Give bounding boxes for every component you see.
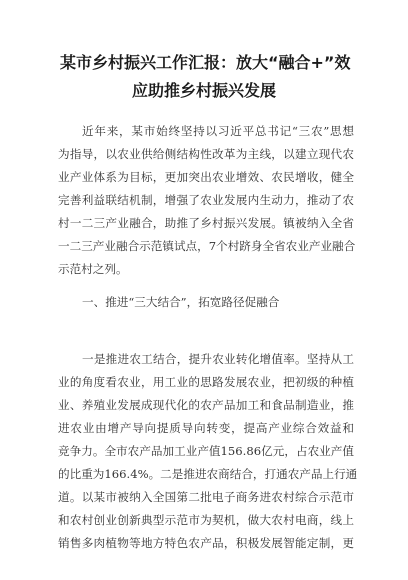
document-title-line-1: 某市乡村振兴工作汇报：放大“融合+”效 xyxy=(60,53,351,72)
paragraph-line: 一二三产业融合示范镇试点，7个村跻身全省农业产业融合 xyxy=(58,239,356,253)
paragraph-line: 业、养殖业发展成现代化的农产品加工和食品制造业，推 xyxy=(58,398,354,412)
paragraph-line: 为指导，以农业供给侧结构性改革为主线，以建立现代农 xyxy=(58,147,354,161)
paragraph-line: 销售多肉植物等地方特色农产品，积极发展智能定制，更 xyxy=(58,536,354,550)
paragraph-line: 竞争力。全市农产品加工业产值156.86亿元，占农业产值 xyxy=(58,444,354,458)
paragraph-line: 一是推进农工结合，提升农业转化增值率。坚持从工 xyxy=(82,352,354,366)
paragraph-line: 完善利益联结机制，增强了农业发展内生动力，推动了农 xyxy=(58,193,354,207)
section-paragraph xyxy=(58,348,358,555)
paragraph-line: 近年来，某市始终坚持以习近平总书记“三农”思想 xyxy=(82,124,354,138)
paragraph-line: 的比重为166.4%。二是推进农商结合，打通农产品上行通 xyxy=(58,467,358,481)
paragraph-line: 村一二三产业融合，助推了乡村振兴发展。镇被纳入全省 xyxy=(58,216,354,230)
paragraph-line: 进农业由增产导向提质导向转变，提高产业综合效益和 xyxy=(58,421,354,435)
section-heading: 一、推进“三大结合”，拓宽路径促融合 xyxy=(82,295,280,309)
intro-paragraph xyxy=(58,120,354,281)
paragraph-line: 和农村创业创新典型示范市为契机，做大农村电商，线上 xyxy=(58,513,354,527)
paragraph-line: 业的角度看农业，用工业的思路发展农业，把初级的种植 xyxy=(58,375,354,389)
document-title-line-2: 应助推乡村振兴发展 xyxy=(131,81,276,100)
paragraph-line: 业产业体系为目标，更加突出农业增效、农民增收，健全 xyxy=(58,170,354,184)
paragraph-line: 示范村之列。 xyxy=(58,262,128,276)
paragraph-line: 道。以某市被纳入全国第二批电子商务进农村综合示范市 xyxy=(58,490,354,504)
